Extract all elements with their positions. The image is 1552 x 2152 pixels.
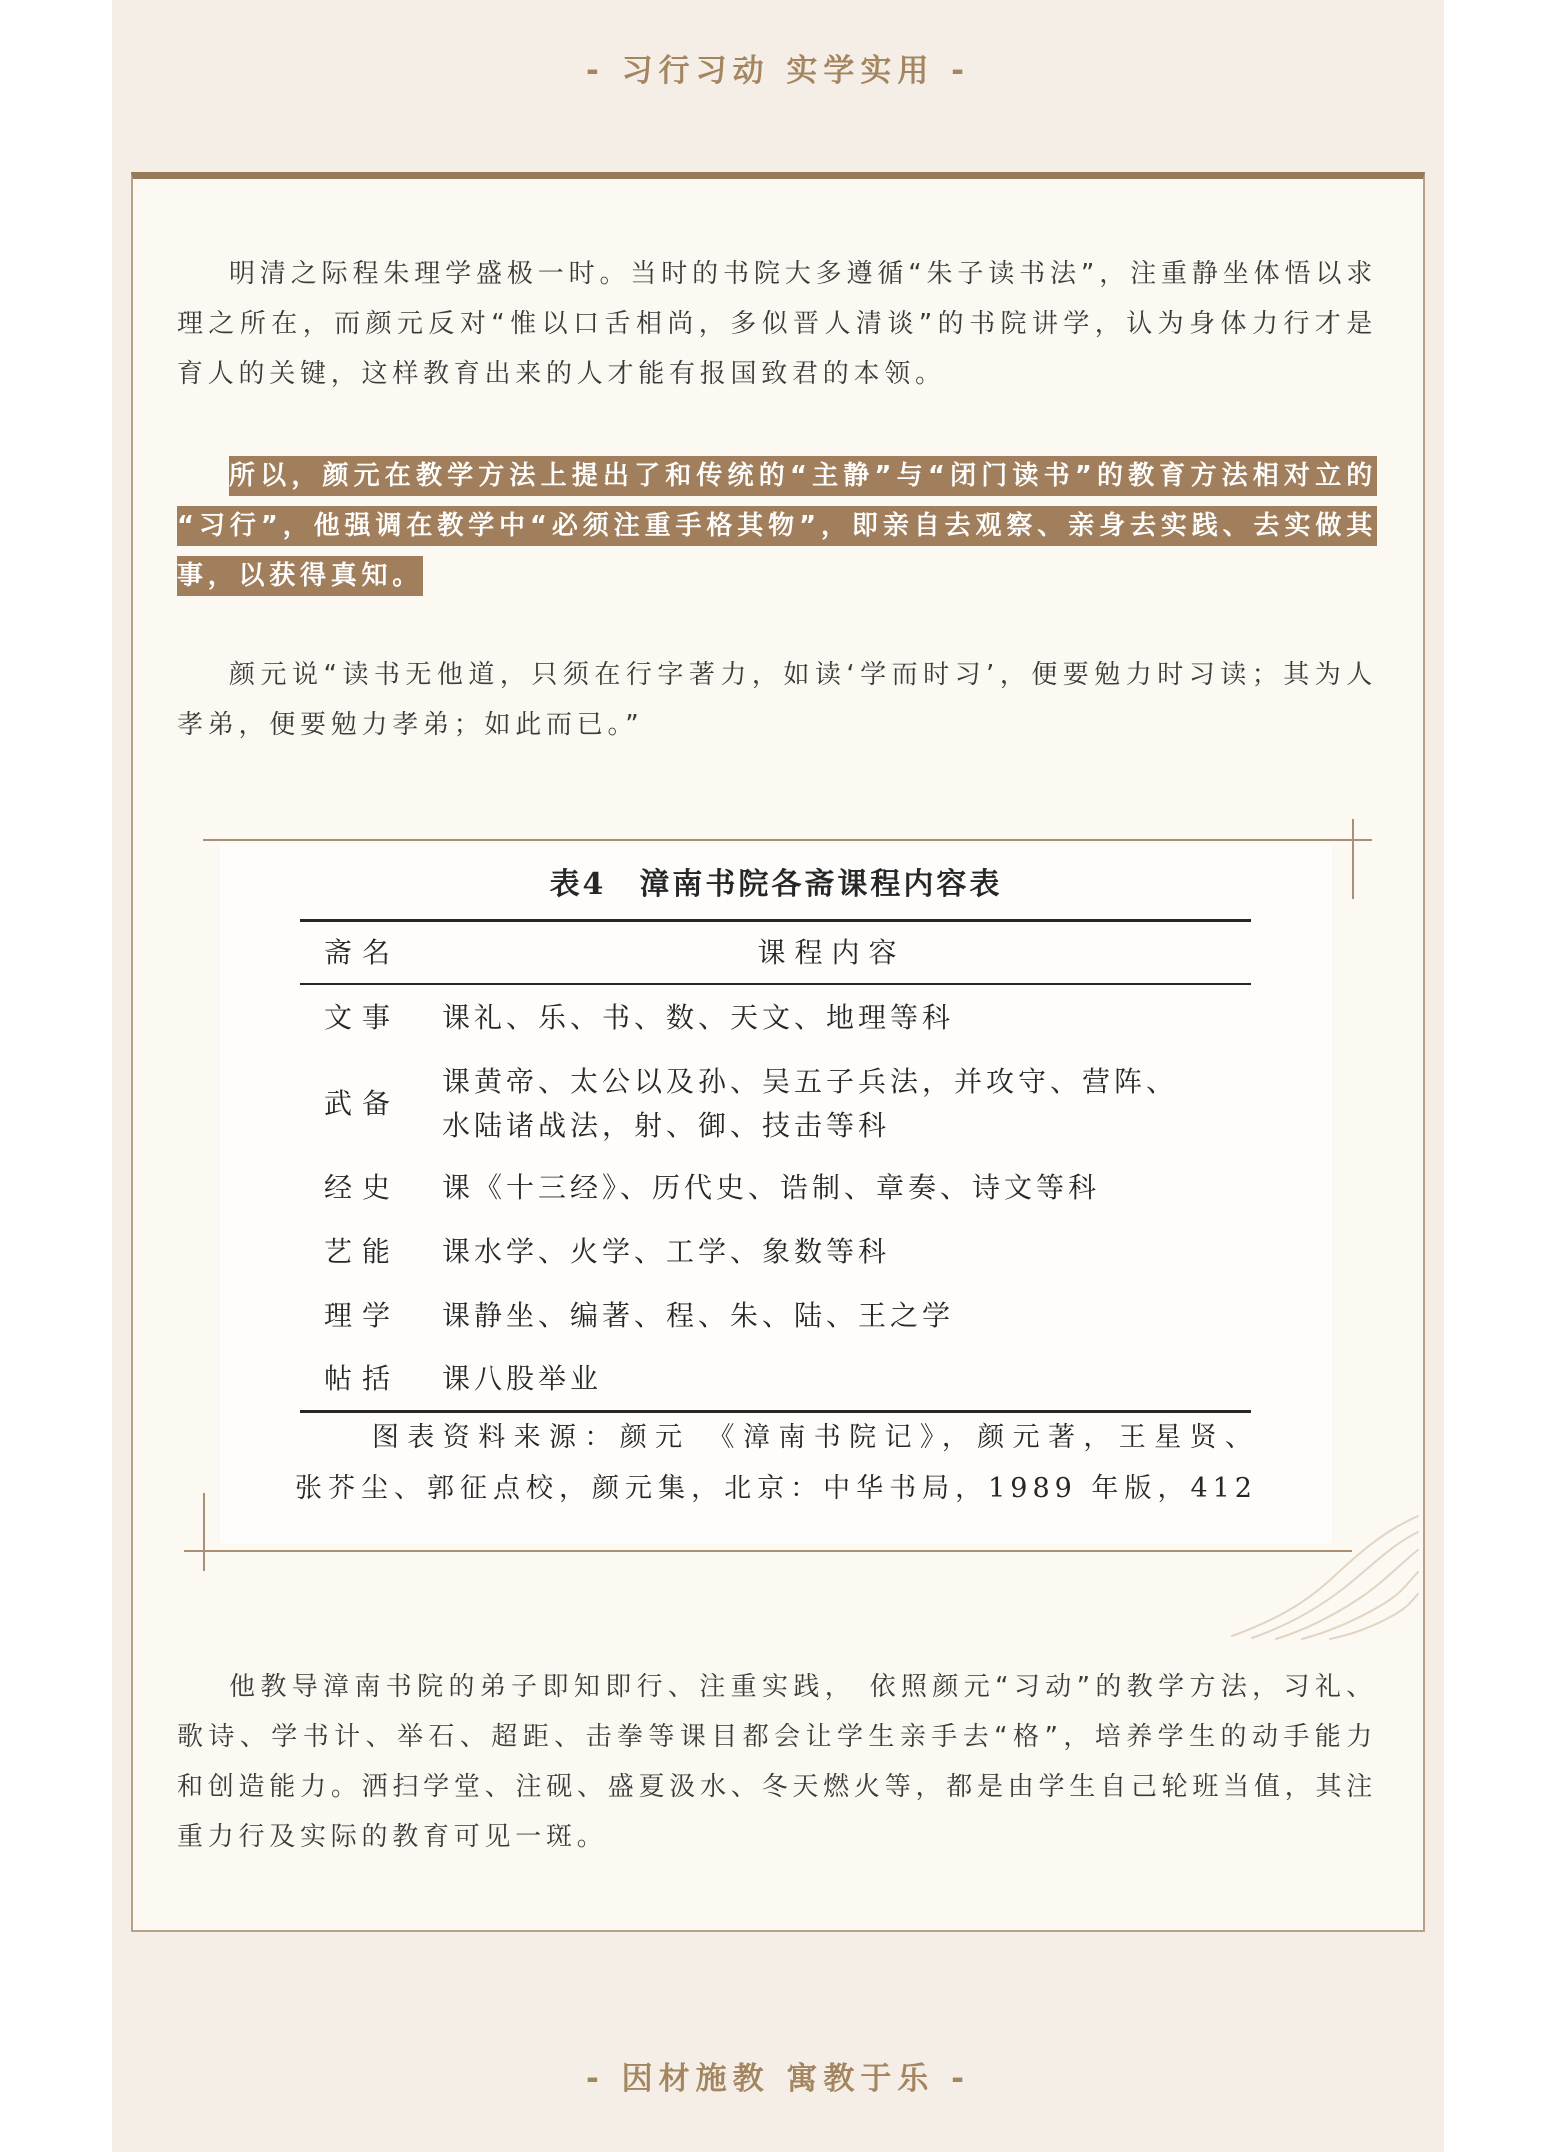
section-title-top: - 习行习动 实学实用 -: [585, 53, 971, 89]
frame-tick-bottom-left: [203, 1493, 205, 1571]
row-name-cell: 艺能: [324, 1235, 401, 1268]
header-cell-content: 课程内容: [757, 935, 906, 969]
table-header-row: [300, 922, 1251, 985]
row-name-cell: 帖括: [324, 1361, 401, 1395]
table-source-line-1: 图表资料来源：颜元 《漳南书院记》，颜元著，王星贤、: [372, 1422, 1257, 1453]
row-content-cell: 课静坐、编著、程、朱、陆、王之学: [442, 1298, 955, 1332]
table-row: [300, 1051, 1251, 1156]
highlighted-text: 所以，颜元在教学方法上提出了和传统的“主静”与“闭门读书”的教育方法相对立的“习行”，他强调在教学中“必须注重手格其物”，即亲自去观察、亲身去实践、去实做其事，以获得真知。: [177, 456, 1377, 596]
table-title: 表4 漳南书院各斋课程内容表: [549, 867, 1003, 902]
header-cell-name: 斋名: [324, 935, 401, 969]
table-row: [300, 1220, 1251, 1284]
section-title-bottom: - 因材施教 寓教于乐 -: [585, 2061, 971, 2097]
row-content-cell: 课礼、乐、书、数、天文、地理等科: [442, 1001, 955, 1034]
frame-tick-top-right: [1352, 819, 1354, 899]
row-name-cell: 武备: [324, 1086, 401, 1120]
content-box: [131, 172, 1425, 1932]
paragraph-3: 颜元说“读书无他道，只须在行字著力，如读‘学而时习’，便要勉力时习读；其为人孝弟，便要勉力孝弟；如此而已。”: [177, 660, 1377, 740]
table-figure: [133, 819, 1423, 1580]
table-row: [300, 1347, 1251, 1410]
row-content-cell: 课《十三经》、历代史、诰制、章奏、诗文等科: [442, 1171, 1101, 1204]
wave-decoration-icon: [1230, 1510, 1420, 1640]
row-name-cell: 经史: [324, 1171, 401, 1204]
paragraph-4: 他教导漳南书院的弟子即知即行、注重实践， 依照颜元“习动”的教学方法，习礼、歌诗、学书计、举石、超距、击拳等课目都会让学生亲手去“格”，培养学生的动手能力和创造能力。洒扫学堂、注砚、盛夏汲水、冬天燃火等，都是由学生自己轮班当值，其注重力行及实际的教育可见一斑。: [177, 1672, 1377, 1852]
frame-line-bottom: [184, 1550, 1352, 1552]
table-row: [300, 985, 1251, 1051]
row-content-cell: 课八股举业: [442, 1361, 603, 1395]
paragraph-1: 明清之际程朱理学盛极一时。当时的书院大多遵循“朱子读书法”，注重静坐体悟以求理之所在，而颜元反对“惟以口舌相尚，多似晋人清谈”的书院讲学，认为身体力行才是育人的关键，这样教育出来的人才能有报国致君的本领。: [177, 259, 1377, 389]
row-content-cell: 课水学、火学、工学、象数等科: [442, 1235, 891, 1268]
table-row: [300, 1156, 1251, 1220]
course-table: [300, 919, 1251, 1413]
table-source-line-2: 张芥尘、郭征点校，颜元集，北京：中华书局，1989 年版，412: [295, 1473, 1257, 1504]
row-name-cell: 文事: [324, 1001, 401, 1034]
article-column: [112, 0, 1444, 2152]
row-content-cell: 课黄帝、太公以及孙、吴五子兵法，并攻守、营阵、水陆诸战法，射、御、技击等科: [442, 1064, 1179, 1142]
table-row: [300, 1284, 1251, 1347]
frame-line-top: [203, 839, 1372, 841]
table-image[interactable]: [220, 844, 1332, 1544]
paragraph-2: [177, 451, 1377, 601]
row-name-cell: 理学: [324, 1298, 401, 1332]
